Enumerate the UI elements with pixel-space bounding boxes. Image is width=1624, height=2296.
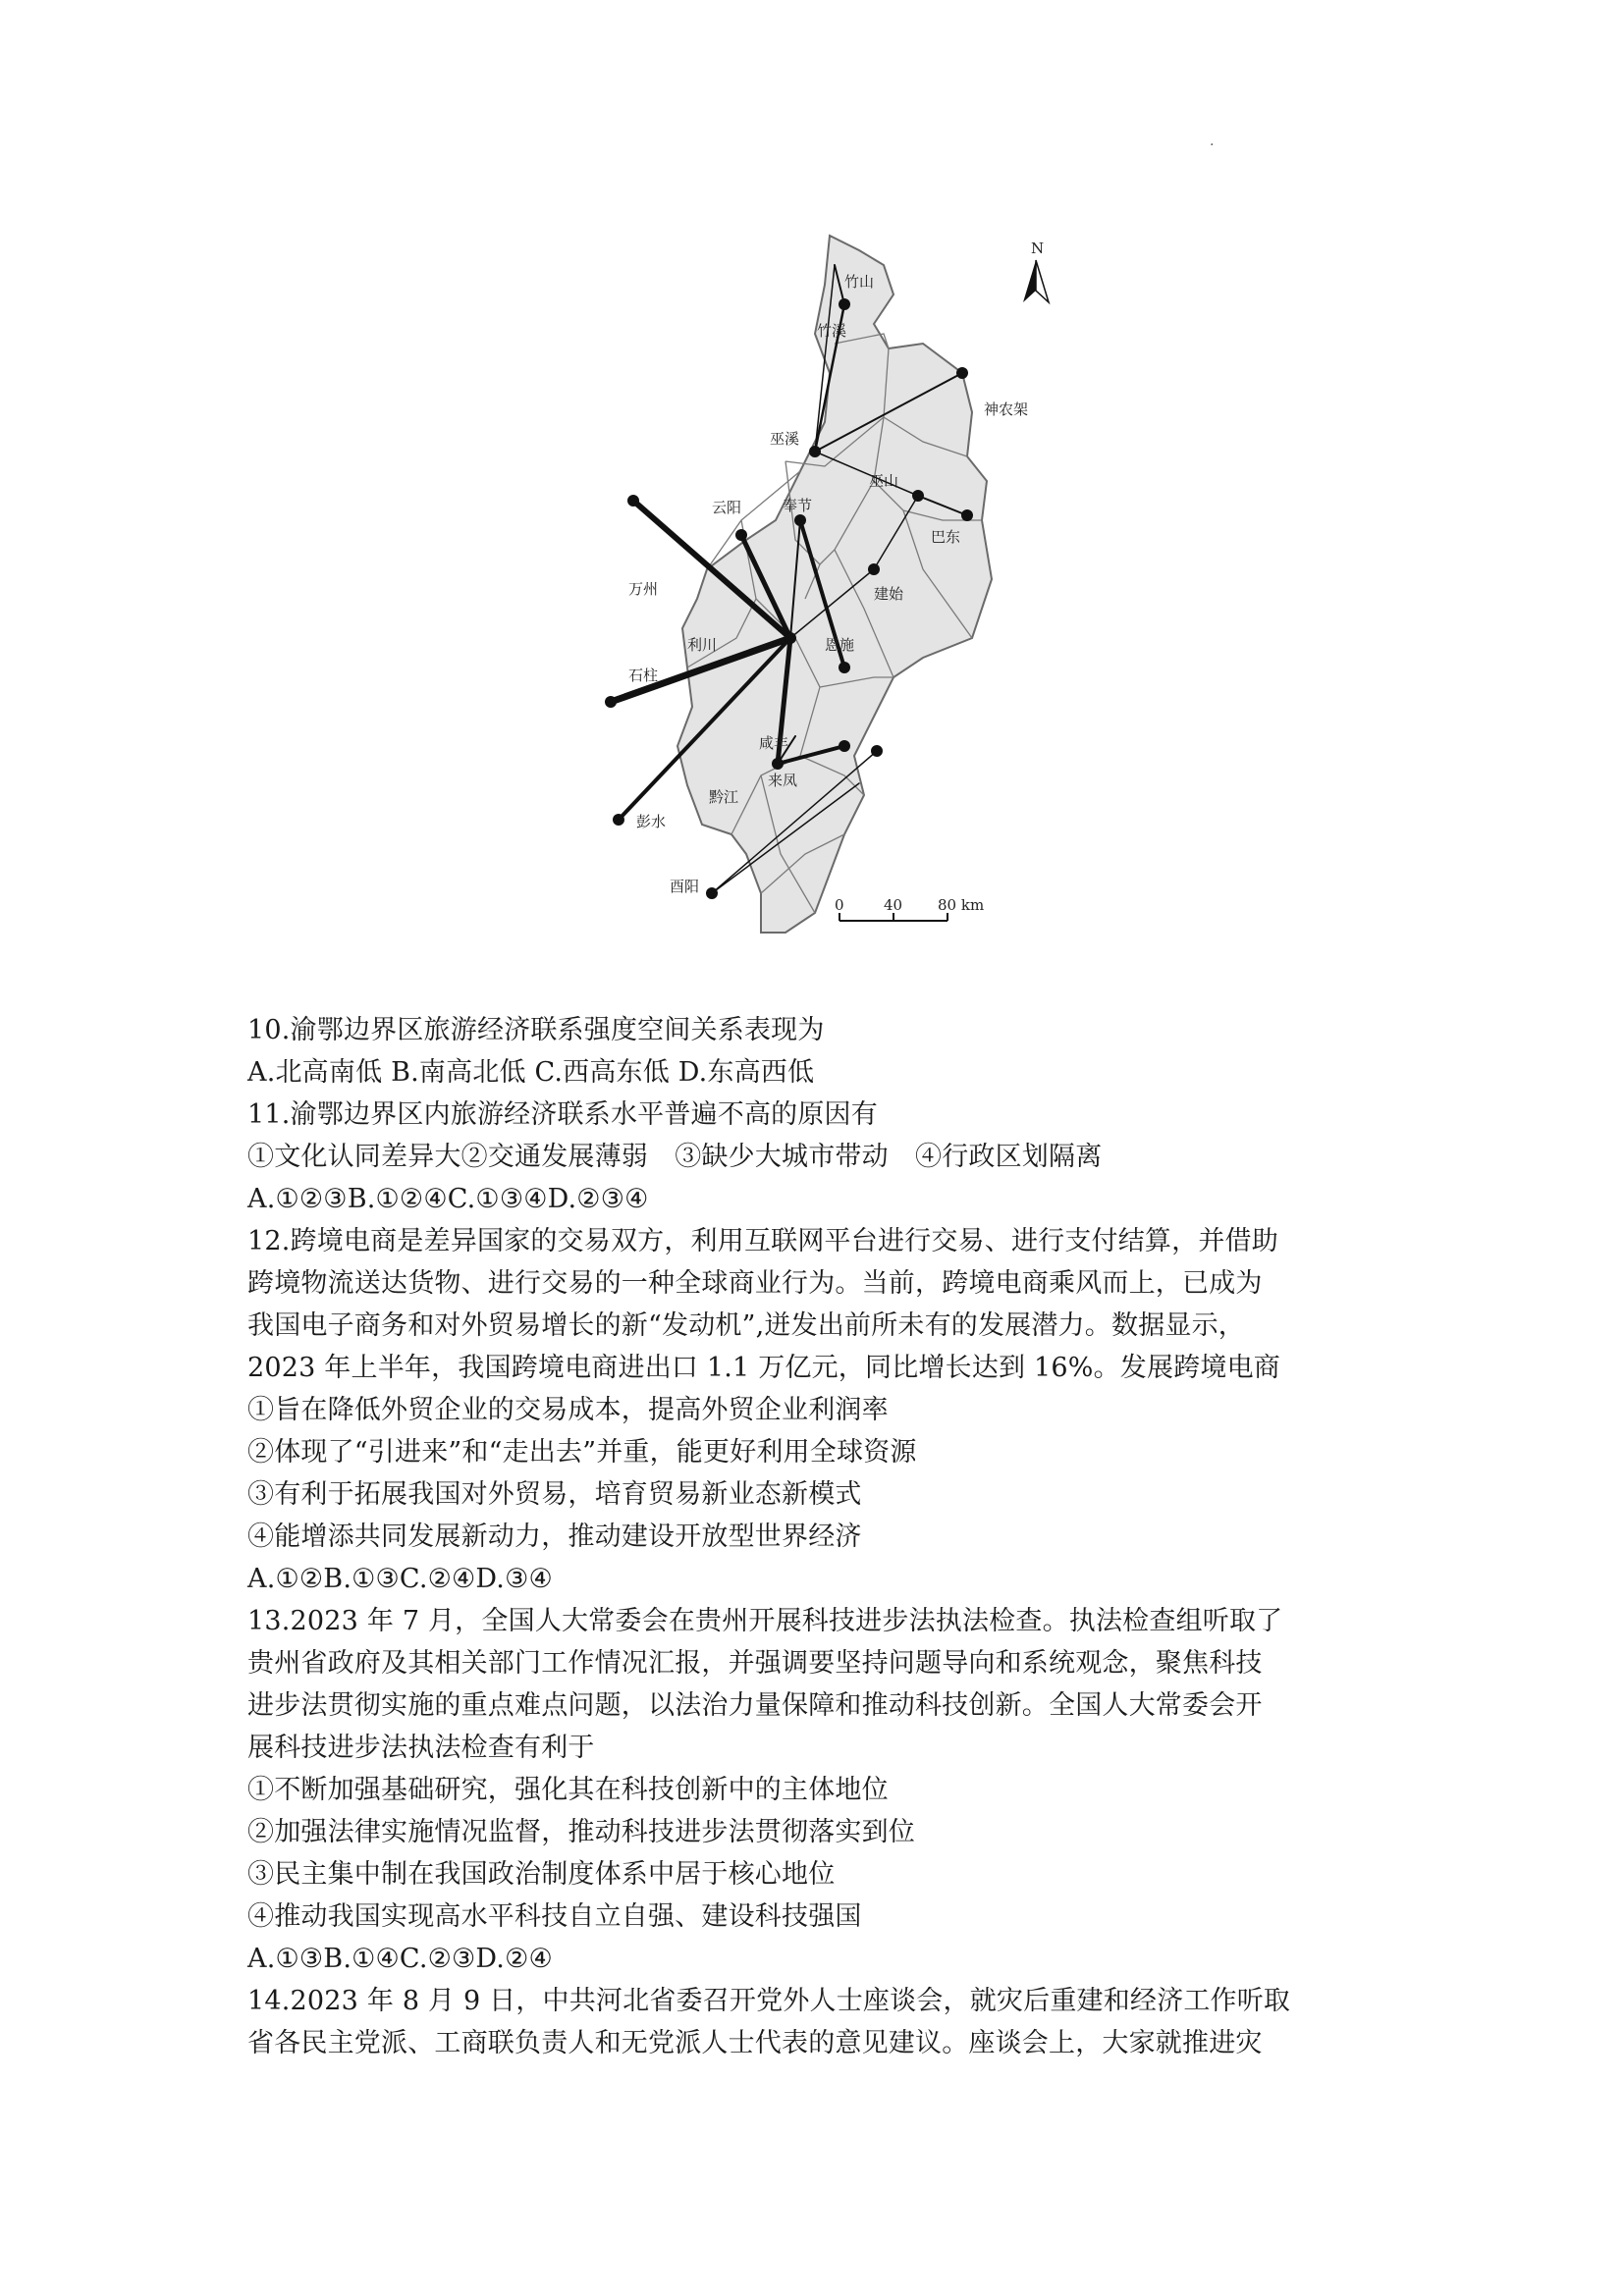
question-text — [247, 1009, 1386, 2064]
q12-line: 2023 年上半年，我国跨境电商进出口 1.1 万亿元，同比增长达到 16%。发展跨境电商 — [247, 1353, 1280, 1383]
svg-text:80 km: 80 km — [938, 896, 985, 914]
svg-text:40: 40 — [884, 896, 903, 914]
label-wushan: 巫山 — [869, 472, 899, 490]
q13-item: ②加强法律实施情况监督，推动科技进步法贯彻落实到位 — [247, 1817, 915, 1847]
q12-line: 跨境物流送达货物、进行交易的一种全球商业行为。当前，跨境电商乘风而上，已成为 — [247, 1268, 1263, 1299]
q13-line: 进步法贯彻实施的重点难点问题，以法治力量保障和推动科技创新。全国人大常委会开 — [247, 1690, 1263, 1721]
north-arrow-icon — [1023, 240, 1049, 302]
label-xianfeng: 咸丰 — [759, 734, 789, 752]
svg-text:0: 0 — [835, 896, 844, 914]
q13-line: 贵州省政府及其相关部门工作情况汇报，并强调要坚持问题导向和系统观念，聚焦科技 — [247, 1648, 1263, 1679]
label-wuxi: 巫溪 — [770, 430, 800, 448]
q14-line: 14.2023 年 8 月 9 日，中共河北省委召开党外人士座谈会，就灾后重建和经济工作听取 — [247, 1986, 1291, 2016]
q11-items: ①文化认同差异大②交通发展薄弱 ③缺少大城市带动 ④行政区划隔离 — [247, 1142, 1103, 1172]
label-enshi: 恩施 — [825, 636, 855, 654]
tourism-map — [550, 226, 1060, 991]
q12-item: ①旨在降低外贸企业的交易成本，提高外贸企业利润率 — [247, 1395, 889, 1425]
label-yunyang: 云阳 — [712, 499, 742, 516]
q12-item: ②体现了“引进来”和“走出去”并重，能更好利用全球资源 — [247, 1437, 917, 1468]
q13-options: A.①③B.①④C.②③D.②④ — [247, 1944, 553, 1974]
scale-bar — [835, 896, 984, 921]
q13-item: ④推动我国实现高水平科技自立自强、建设科技强国 — [247, 1901, 862, 1932]
label-shizhu: 石柱 — [628, 667, 659, 684]
q13-item: ③民主集中制在我国政治制度体系中居于核心地位 — [247, 1859, 836, 1890]
label-qianjiang: 黔江 — [709, 788, 739, 806]
q13-item: ①不断加强基础研究，强化其在科技创新中的主体地位 — [247, 1775, 889, 1805]
map-svg — [550, 226, 1060, 991]
label-shennongjia: 神农架 — [984, 400, 1029, 418]
q12-item: ③有利于拓展我国对外贸易，培育贸易新业态新模式 — [247, 1479, 862, 1510]
q10-options: A.北高南低 B.南高北低 C.西高东低 D.东高西低 — [247, 1057, 815, 1088]
label-badong: 巴东 — [931, 528, 961, 546]
q14-line: 省各民主党派、工商联负责人和无党派人士代表的意见建议。座谈会上，大家就推进灾 — [247, 2028, 1263, 2058]
label-laifeng: 来凤 — [768, 772, 798, 789]
svg-text:N: N — [1031, 240, 1045, 257]
label-zhuxi: 竹溪 — [817, 322, 847, 340]
label-fengjie: 奉节 — [783, 497, 813, 514]
q11-stem: 11.渝鄂边界区内旅游经济联系水平普遍不高的原因有 — [247, 1099, 878, 1130]
q13-line: 13.2023 年 7 月，全国人大常委会在贵州开展科技进步法执法检查。执法检查组听取了 — [247, 1606, 1283, 1636]
label-youyang: 酉阳 — [670, 878, 700, 895]
q12-line: 12.跨境电商是差异国家的交易双方，利用互联网平台进行交易、进行支付结算，并借助 — [247, 1226, 1278, 1256]
q12-options: A.①②B.①③C.②④D.③④ — [247, 1564, 553, 1594]
label-zhushan: 竹山 — [844, 273, 875, 291]
label-lichuan: 利川 — [687, 636, 718, 654]
label-jianshi: 建始 — [874, 585, 904, 603]
header-dot: . — [1210, 133, 1215, 149]
q13-line: 展科技进步法执法检查有利于 — [247, 1733, 595, 1763]
q10-stem: 10.渝鄂边界区旅游经济联系强度空间关系表现为 — [247, 1015, 825, 1045]
q12-line: 我国电子商务和对外贸易增长的新“发动机”,迸发出前所未有的发展潜力。数据显示， — [247, 1310, 1245, 1341]
label-wanzhou: 万州 — [628, 580, 659, 598]
label-pengshui: 彭水 — [636, 813, 667, 830]
q12-item: ④能增添共同发展新动力，推动建设开放型世界经济 — [247, 1522, 862, 1552]
q11-options: A.①②③B.①②④C.①③④D.②③④ — [247, 1184, 649, 1214]
